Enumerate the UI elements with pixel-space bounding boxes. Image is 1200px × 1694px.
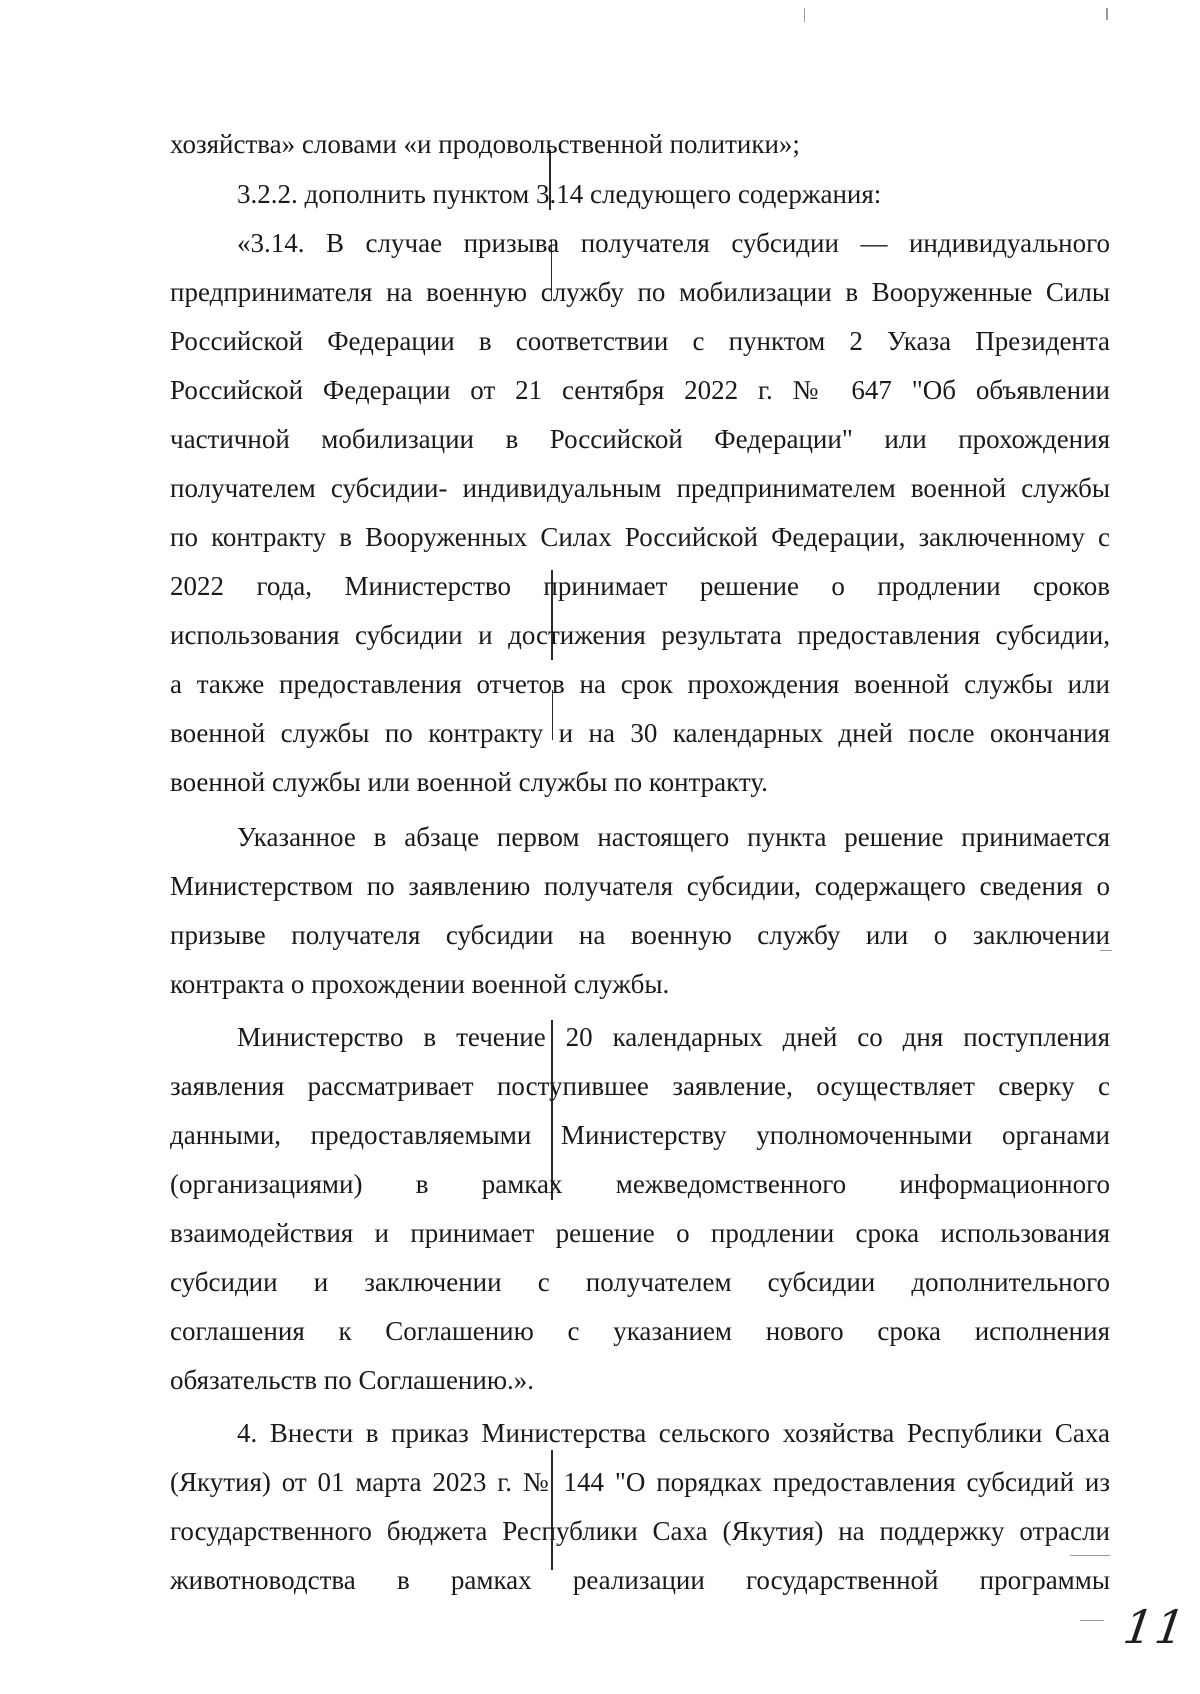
body-line-3: «3.14. В случае призыва получателя субсидии — индивидуального xyxy=(237,228,1110,258)
body-line-13: военной службы по контракту и на 30 календарных дней после окончания xyxy=(170,718,1110,748)
body-line-1: хозяйства» словами «и продовольственной политики»; xyxy=(170,129,800,159)
body-line-26: обязательств по Соглашению.». xyxy=(170,1365,534,1395)
body-line-7: частичной мобилизации в Российской Федерации" или прохождения xyxy=(170,424,1110,454)
body-line-20: заявления рассматривает поступившее заявление, осуществляет сверку с xyxy=(170,1071,1110,1101)
body-line-18: контракта о прохождении военной службы. xyxy=(170,969,670,999)
body-line-29: государственного бюджета Республики Саха (Якутия) на поддержку отрасли xyxy=(170,1516,1110,1546)
body-line-22: (организациями) в рамках межведомственного информационного xyxy=(170,1169,1110,1199)
body-line-27: 4. Внести в приказ Министерства сельского хозяйства Республики Саха xyxy=(237,1418,1110,1448)
body-line-6: Российской Федерации от 21 сентября 2022 г. № 647 "Об объявлении xyxy=(170,375,1110,405)
body-line-11: использования субсидии и достижения результата предоставления субсидии, xyxy=(170,620,1110,650)
body-line-4: предпринимателя на военную службу по мобилизации в Вооруженные Силы xyxy=(170,277,1110,307)
scan-speck xyxy=(804,8,805,22)
scan-speck xyxy=(1080,1620,1104,1621)
body-line-30: животноводства в рамках реализации государственной программы xyxy=(170,1565,1110,1595)
body-line-9: по контракту в Вооруженных Силах Российской Федерации, заключенному с xyxy=(170,522,1110,552)
body-line-19: Министерство в течение 20 календарных дней со дня поступления xyxy=(237,1022,1110,1052)
body-line-10: 2022 года, Министерство принимает решение о продлении сроков xyxy=(170,571,1110,601)
body-line-2: 3.2.2. дополнить пунктом 3.14 следующего содержания: xyxy=(237,179,882,209)
scan-speck xyxy=(1106,8,1108,20)
body-line-25: соглашения к Соглашению с указанием нового срока исполнения xyxy=(170,1316,1110,1346)
body-line-8: получателем субсидии- индивидуальным предпринимателем военной службы xyxy=(170,473,1110,503)
body-line-14: военной службы или военной службы по контракту. xyxy=(170,767,768,797)
scan-speck xyxy=(1070,1555,1110,1556)
body-line-21: данными, предоставляемыми Министерству уполномоченными органами xyxy=(170,1120,1110,1150)
body-line-23: взаимодействия и принимает решение о продлении срока использования xyxy=(170,1218,1110,1248)
body-line-5: Российской Федерации в соответствии с пунктом 2 Указа Президента xyxy=(170,326,1110,356)
body-line-24: субсидии и заключении с получателем субсидии дополнительного xyxy=(170,1267,1110,1297)
body-line-17: призыве получателя субсидии на военную службу или о заключении xyxy=(170,920,1110,950)
body-line-16: Министерством по заявлению получателя субсидии, содержащего сведения о xyxy=(170,871,1110,901)
body-line-28: (Якутия) от 01 марта 2023 г. № 144 "О порядках предоставления субсидий из xyxy=(170,1467,1110,1497)
body-line-15: Указанное в абзаце первом настоящего пункта решение принимается xyxy=(237,822,1110,852)
page-number: 11 xyxy=(1120,1600,1191,1654)
body-line-12: а также предоставления отчетов на срок прохождения военной службы или xyxy=(170,669,1110,699)
